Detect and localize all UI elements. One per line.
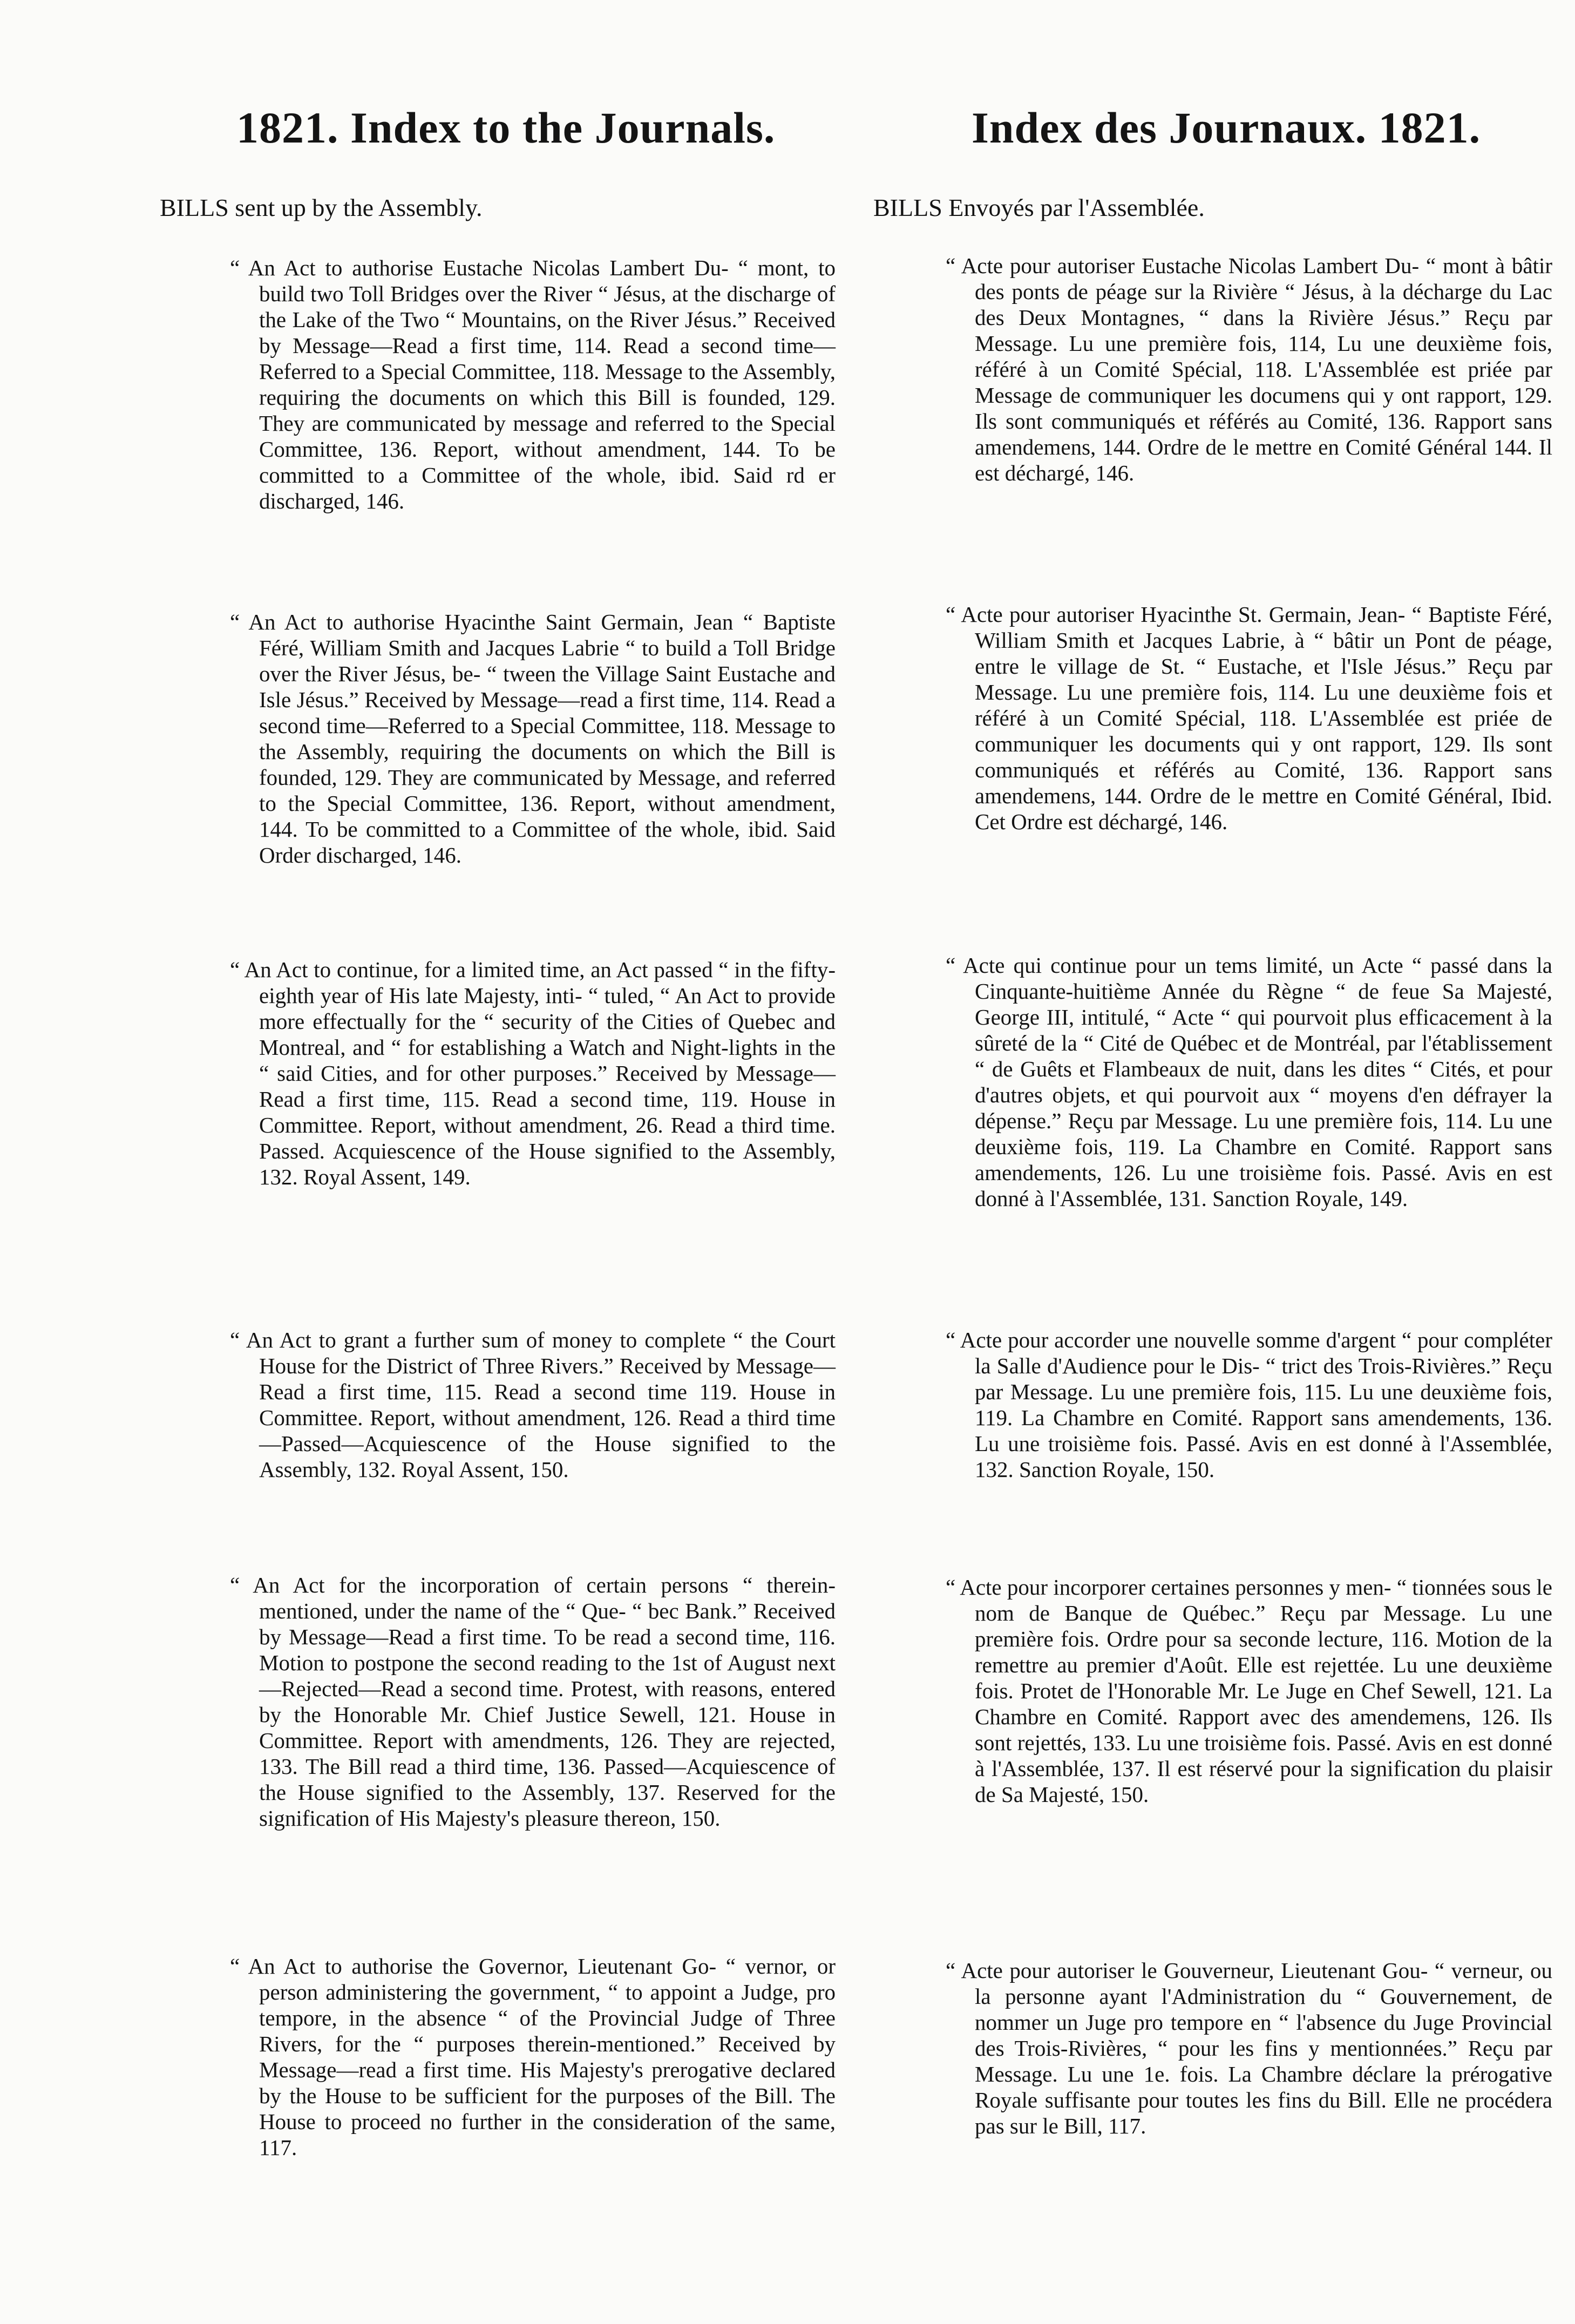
bill-entry-fr-5: “ Acte pour incorporer certaines personnes y men- “ tionnées sous le nom de Banque de Québec.” Reçu par Message. Lu une première fois. Ordre pour sa seconde lecture, 116. Motion de la remettre au premier d'Août. Elle est rejettée. Lu une deuxième fois. Protet de l'Honorable Mr. Le Juge en Chef Sewell, 121. La Chambre en Comité. Rapport avec des amendemens, 126. Ils sont rejettés, 133. Lu une troisième fois. Passé. Avis en est donné à l'Assemblée, 137. Il est réservé pour la signification du plaisir de Sa Majesté, 150. bbox=[946, 1575, 1552, 1807]
bill-entry-fr-2: “ Acte pour autoriser Hyacinthe St. Germain, Jean- “ Baptiste Féré, William Smith et Jacques Labrie, à “ bâtir un Pont de péage, entre le village de St. “ Eustache, et l'Isle Jésus.” Reçu par Message. Lu une première fois, 114. Lu une deuxième fois et référé à un Comité Spécial, 118. L'Assemblée est priée de communiquer les documents qui y ont rapport, 129. Ils sont communiqués et référés au Comité, 136. Rapport sans amendemens, 144. Ordre de le mettre en Comité Général, Ibid. Cet Ordre est déchargé, 146. bbox=[946, 602, 1552, 834]
page-title-french: Index des Journaux. 1821. bbox=[972, 103, 1481, 152]
bill-entry-en-5: “ An Act for the incorporation of certain persons “ therein-mentioned, under the name of the “ Que- “ bec Bank.” Received by Message—Read a first time. To be read a second time, 116. Motion to postpone the second reading to the 1st of August next—Rejected—Read a second time. Protest, with reasons, entered by the Honorable Mr. Chief Justice Sewell, 121. House in Committee. Report with amendments, 126. They are rejected, 133. The Bill read a third time, 136. Passed—Acquiescence of the House signified to the Assembly, 137. Reserved for the signification of His Majesty's pleasure thereon, 150. bbox=[230, 1573, 836, 1831]
bill-entry-fr-6: “ Acte pour autoriser le Gouverneur, Lieutenant Gou- “ verneur, ou la personne ayant l'Administration du “ Gouvernement, de nommer un Juge pro tempore en “ l'absence du Juge Provincial des Trois-Rivières, “ pour les fins y mentionnées.” Reçu par Message. Lu une 1e. fois. La Chambre déclare la prérogative Royale suffisante pour toutes les fins du Bill. Elle ne procédera pas sur le Bill, 117. bbox=[946, 1958, 1552, 2138]
bill-entry-en-4: “ An Act to grant a further sum of money to complete “ the Court House for the District of Three Rivers.” Received by Message—Read a first time, 115. Read a second time 119. House in Committee. Report, without amendment, 126. Read a third time—Passed—Acquiescence of the House signified to the Assembly, 132. Royal Assent, 150. bbox=[230, 1327, 836, 1482]
section-heading-french: BILLS Envoyés par l'Assemblée. bbox=[873, 194, 1205, 221]
bill-entry-en-3: “ An Act to continue, for a limited time, an Act passed “ in the fifty-eighth year of His late Majesty, inti- “ tuled, “ An Act to provide more effectually for the “ security of the Cities of Quebec and Montreal, and “ for establishing a Watch and Night-lights in the “ said Cities, and for other purposes.” Received by Message—Read a first time, 115. Read a second time, 119. House in Committee. Report, without amendment, 26. Read a third time. Passed. Acquiescence of the House signified to the Assembly, 132. Royal Assent, 149. bbox=[230, 957, 836, 1189]
bill-entry-en-1: “ An Act to authorise Eustache Nicolas Lambert Du- “ mont, to build two Toll Bridges over the River “ Jésus, at the discharge of the Lake of the Two “ Mountains, on the River Jésus.” Received by Message—Read a first time, 114. Read a second time—Referred to a Special Committee, 118. Message to the Assembly, requiring the documents on which this Bill is founded, 129. They are communicated by message and referred to the Special Committee, 136. Report, without amendment, 144. To be committed to a Committee of the whole, ibid. Said rd er discharged, 146. bbox=[230, 255, 836, 513]
page-title-english: 1821. Index to the Journals. bbox=[236, 103, 776, 152]
bill-entry-en-6: “ An Act to authorise the Governor, Lieutenant Go- “ vernor, or person administering the government, “ to appoint a Judge, pro tempore, in the absence “ of the Provincial Judge of Three Rivers, for the “ purposes therein-mentioned.” Received by Message—read a first time. His Majesty's prerogative declared by the House to be sufficient for the purposes of the Bill. The House to proceed no further in the consideration of the same, 117. bbox=[230, 1954, 836, 2160]
bill-entry-fr-4: “ Acte pour accorder une nouvelle somme d'argent “ pour compléter la Salle d'Audience pour le Dis- “ trict des Trois-Rivières.” Reçu par Message. Lu une première fois, 115. Lu une deuxième fois, 119. La Chambre en Comité. Rapport sans amendements, 136. Lu une troisième fois. Passé. Avis en est donné à l'Assemblée, 132. Sanction Royale, 150. bbox=[946, 1327, 1552, 1482]
bill-entry-fr-1: “ Acte pour autoriser Eustache Nicolas Lambert Du- “ mont à bâtir des ponts de péage sur la Rivière “ Jésus, à la décharge du Lac des Deux Montagnes, “ dans la Rivière Jésus.” Reçu par Message. Lu une première fois, 114, Lu une deuxième fois, référé à un Comité Spécial, 118. L'Assemblée est priée par Message de communiquer les documens qui y ont rapport, 129. Ils sont communiqués et référés au Comité, 136. Rapport sans amendemens, 144. Ordre de le mettre en Comité Général 144. Il est déchargé, 146. bbox=[946, 253, 1552, 485]
section-heading-english: BILLS sent up by the Assembly. bbox=[160, 194, 483, 221]
bill-entry-fr-3: “ Acte qui continue pour un tems limité, un Acte “ passé dans la Cinquante-huitième Année du Règne “ de feue Sa Majesté, George III, intitulé, “ Acte “ qui pourvoit plus efficacement à la sûreté de la “ Cité de Québec et de Montréal, par l'établissement “ de Guêts et Flambeaux de nuit, dans les dites “ Cités, et pour d'autres objets, et qui pourvoit aux “ moyens d'en défrayer la dépense.” Reçu par Message. Lu une première fois, 114. Lu une deuxième fois, 119. La Chambre en Comité. Rapport sans amendements, 126. Lu une troisième fois. Passé. Avis en est donné à l'Assemblée, 131. Sanction Royale, 149. bbox=[946, 953, 1552, 1211]
bill-entry-en-2: “ An Act to authorise Hyacinthe Saint Germain, Jean “ Baptiste Féré, William Smith and Jacques Labrie “ to build a Toll Bridge over the River Jésus, be- “ tween the Village Saint Eustache and Isle Jésus.” Received by Message—read a first time, 114. Read a second time—Referred to a Special Committee, 118. Message to the Assembly, requiring the documents on which the Bill is founded, 129. They are communicated by Message, and referred to the Special Committee, 136. Report, without amendment, 144. To be committed to a Committee of the whole, ibid. Said Order discharged, 146. bbox=[230, 609, 836, 868]
